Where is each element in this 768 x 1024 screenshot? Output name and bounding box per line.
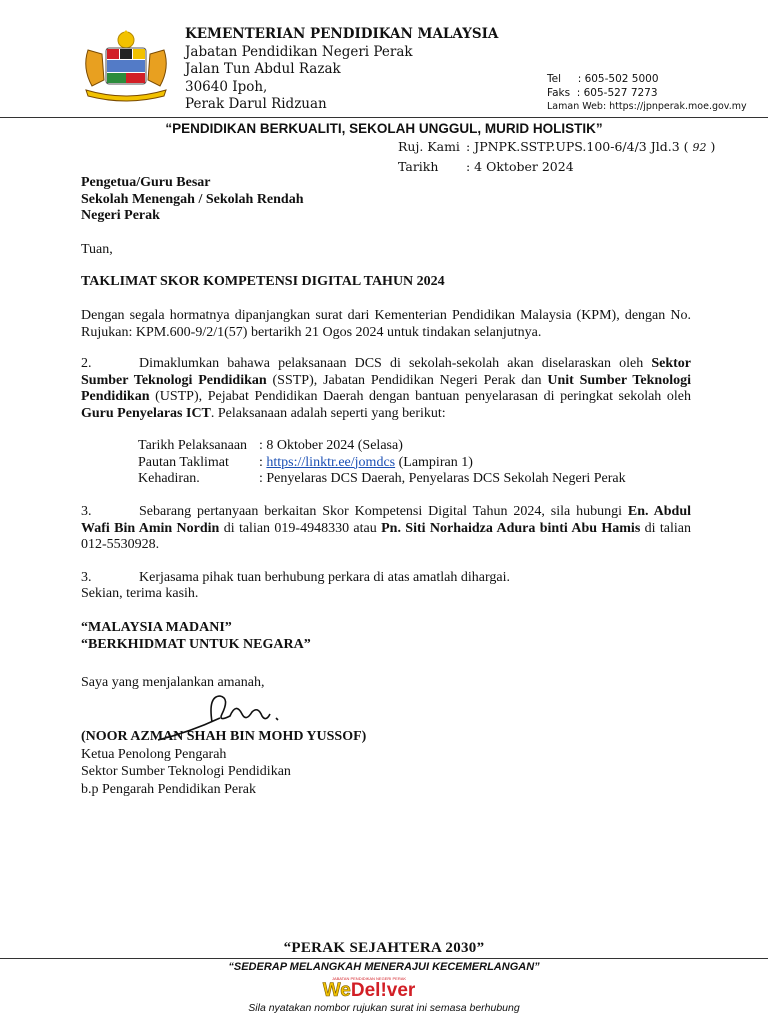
postcode-city: 30640 Ipoh, [185,78,268,95]
recipient-line-2: Sekolah Menengah / Sekolah Rendah [81,191,304,207]
subject-line: TAKLIMAT SKOR KOMPETENSI DIGITAL TAHUN 2024 [81,274,445,289]
we-deliver-logo [314,978,424,1000]
letterhead-address [185,26,498,114]
footer-reference-note: Sila nyatakan nombor rujukan surat ini semasa berhubung [248,1002,520,1014]
reference-number: : JPNPK.SSTP.UPS.100-6/4/3 Jld.3 ( [466,139,689,154]
telephone: Tel : 605-502 5000 [547,73,659,85]
p3-text-2: di talian 019-4948330 atau [219,520,382,536]
paragraph-2-number: 2. [81,356,92,371]
signatory-title: Ketua Penolong Pengarah [81,746,227,762]
detail-attendance-value: : Penyelaras DCS Daerah, Penyelaras DCS Sekolah Negeri Perak [259,471,626,486]
p4-text: Kerjasama pihak tuan berhubung perkara di atas amatlah dihargai. [139,570,510,585]
date-label: Tarikh [398,159,439,174]
paragraph-1: Dengan segala hormatnya dipanjangkan surat dari Kementerian Pendidikan Malaysia (KPM), dengan No. Rujukan: KPM.600-9/2/1(57) bertarikh 21 Ogos 2024 untuk tindakan selanjutnya. [81,308,691,340]
footer-subtitle: “SEDERAP MELANGKAH MENERAJUI KECEMERLANGAN” [228,961,540,973]
handwritten-number: 92 [692,141,707,154]
recipient-line-1: Pengetua/Guru Besar [81,175,211,190]
p3-contact-2: Pn. Siti Norhaidza Adura binti Abu Hamis [381,520,641,536]
slogan-malaysia-madani: “MALAYSIA MADANI” [81,620,232,635]
p2-bold-ict: Guru Penyelaras ICT [81,405,211,421]
signatory-block [81,729,366,798]
detail-link-colon: : [259,454,267,470]
paragraph-2 [81,356,691,422]
ministry-name: KEMENTERIAN PENDIDIKAN MALAYSIA [185,26,499,42]
closing-line: Sekian, terima kasih. [81,586,199,601]
recipient-line-3: Negeri Perak [81,208,160,223]
p2-text-2: (SSTP), Jabatan Pendidikan Negeri Perak dan [266,372,548,388]
briefing-link[interactable]: https://linktr.ee/jomdcs [266,454,396,470]
coat-of-arms-emblem [76,28,176,106]
logo-caption: JABATAN PENDIDIKAN NEGERI PERAK [331,976,407,981]
paragraph-3-number: 3. [81,504,92,519]
sign-intro: Saya yang menjalankan amanah, [81,675,265,690]
letterhead-contact [547,73,747,114]
implementation-details [138,438,626,488]
p3-text-3: di talian 012-5530928. [81,520,691,552]
header-divider [0,117,768,118]
salutation: Tuan, [81,242,113,257]
signatory-name: (NOOR AZMAN SHAH BIN MOHD YUSSOF) [81,729,367,744]
reference-close: ) [710,139,716,154]
p2-text-3: (USTP), Pejabat Pendidikan Daerah dengan bantuan penyelarasan di peringkat sekolah oleh [149,389,691,404]
detail-date-value: : 8 Oktober 2024 (Selasa) [259,438,403,453]
logo-we: We [322,980,351,1001]
p2-text-4: . Pelaksanaan adalah seperti yang berikut: [210,405,446,421]
paragraph-3 [81,504,691,554]
signatory-sector: Sektor Sumber Teknologi Pendidikan [81,764,291,779]
slogan-berkhidmat: “BERKHIDMAT UNTUK NEGARA” [81,637,311,652]
state-name: Perak Darul Ridzuan [185,96,327,112]
paragraph-4 [81,570,510,587]
street-address: Jalan Tun Abdul Razak [185,61,341,77]
fax: Faks : 605-527 7273 [547,86,658,99]
department-name: Jabatan Pendidikan Negeri Perak [185,43,413,60]
education-motto: “PENDIDIKAN BERKUALITI, SEKOLAH UNGGUL, MURID HOLISTIK” [165,121,603,136]
signatory-bp: b.p Pengarah Pendidikan Perak [81,781,256,797]
website: Laman Web: https://jpnperak.moe.gov.my [547,101,747,112]
logo-deliver: Del!ver [350,980,416,1001]
detail-link-note: (Lampiran 1) [395,454,473,470]
p3-contact-1: En. Abdul Wafi Bin Amin Nordin [81,504,691,536]
detail-date-label: Tarikh Pelaksanaan [138,438,248,453]
paragraph-4-number: 3. [81,570,92,585]
reference-label: Ruj. Kami [398,139,460,154]
footer-motto: “PERAK SEJAHTERA 2030” [283,940,485,956]
detail-link-label: Pautan Taklimat [138,454,229,470]
recipient-block [81,175,304,225]
letter-date: : 4 Oktober 2024 [466,159,574,174]
p2-bold-ustp: Unit Sumber Teknologi Pendidikan [81,372,691,404]
reference-block [398,137,715,176]
footer-divider [0,958,768,959]
p2-text-1: Dimaklumkan bahawa pelaksanaan DCS di sekolah-sekolah akan diselaraskan oleh [139,356,652,371]
p3-text-1: Sebarang pertanyaan berkaitan Skor Kompetensi Digital Tahun 2024, sila hubungi [139,504,628,519]
p2-bold-sstp: Sektor Sumber Teknologi Pendidikan [81,356,691,388]
detail-attendance-label: Kehadiran. [138,471,200,486]
